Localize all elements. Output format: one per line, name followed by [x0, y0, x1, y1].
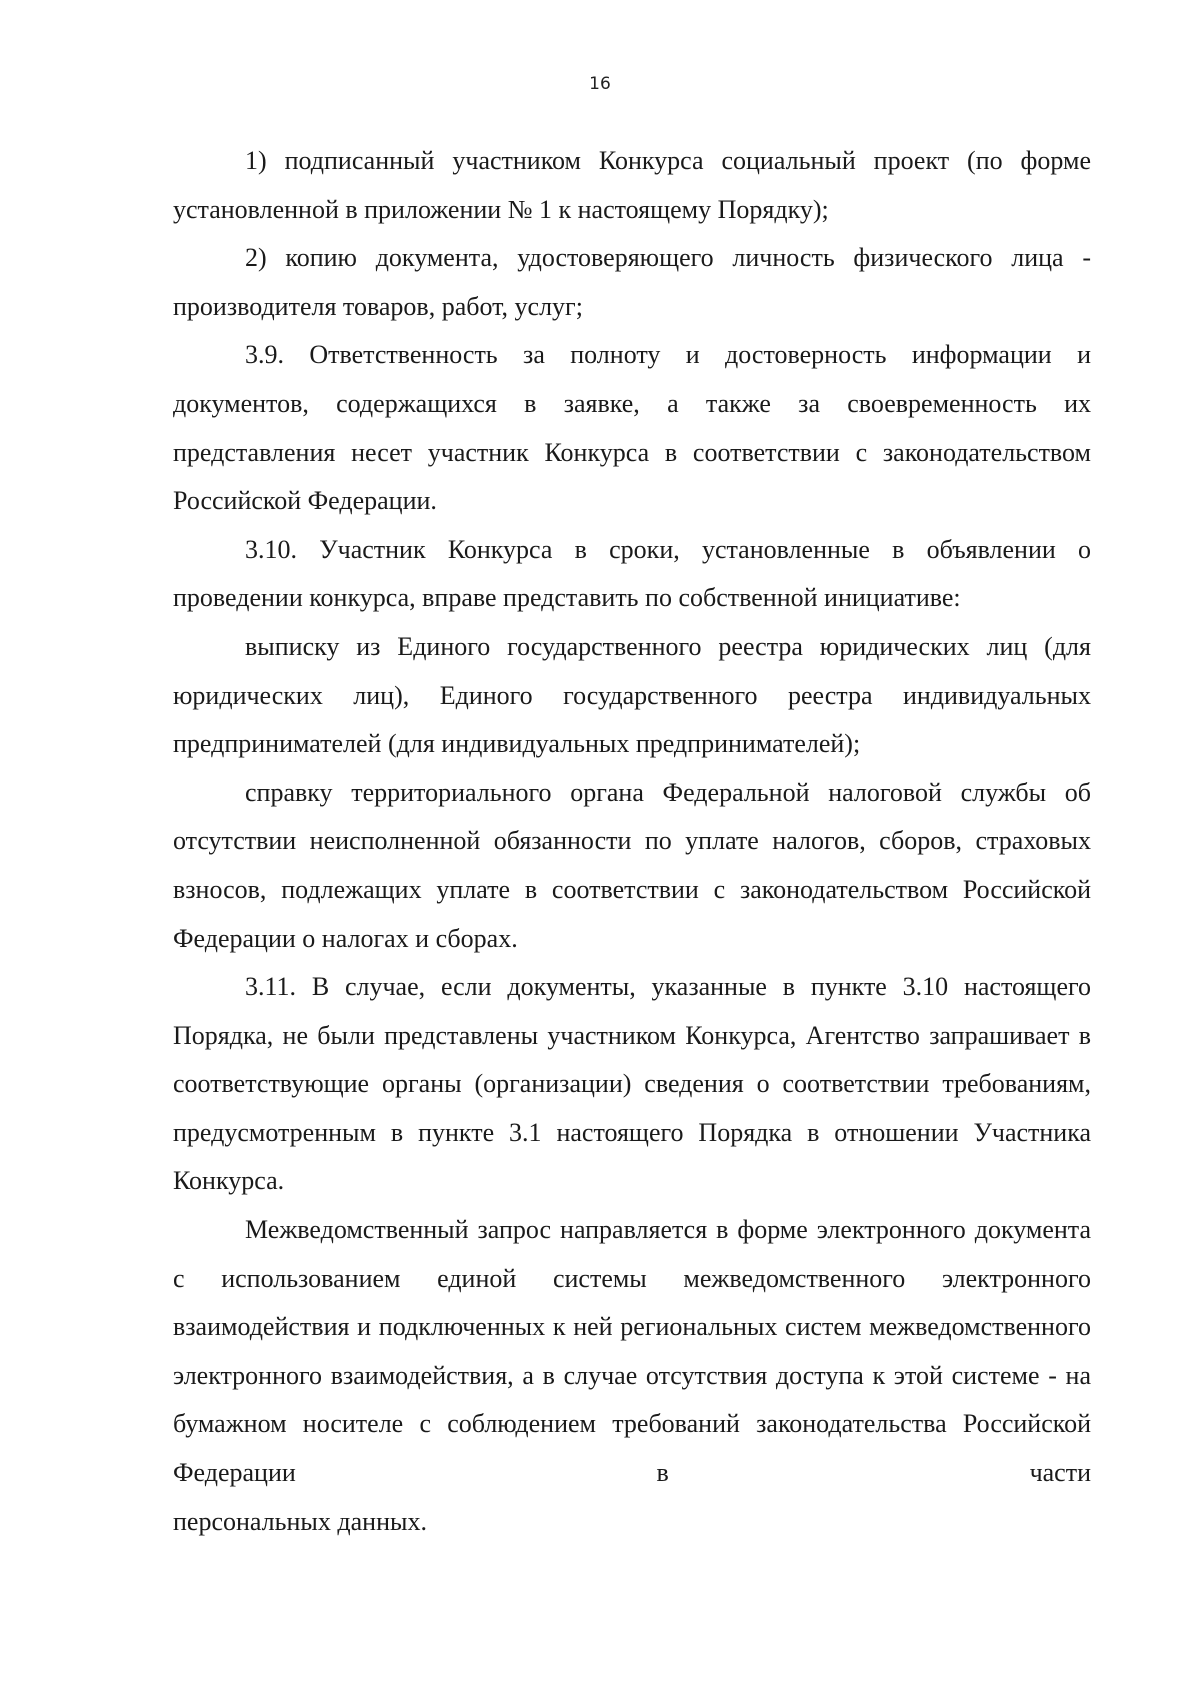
paragraph-item-1: 1) подписанный участником Конкурса социальный проект (по форме установленной в приложении № 1 к настоящему Порядку); — [173, 146, 1091, 224]
paragraph-3-9: 3.9. Ответственность за полноту и достоверность информации и документов, содержащихся в заявке, а также за своевременность их представления несет участник Конкурса в соответствии с законодательством Российской Федерации. — [173, 340, 1091, 516]
document-body — [173, 137, 1091, 1546]
paragraph-extract-egrul: выписку из Единого государственного реестра юридических лиц (для юридических лиц), Единого государственного реестра индивидуальных предпринимателей (для индивидуальных предпринимателей); — [173, 631, 1091, 759]
paragraph-personal-data: персональных данных. — [173, 1506, 427, 1536]
paragraph-3-10: 3.10. Участник Конкурса в сроки, установленные в объявлении о проведении конкурса, вправе представить по собственной инициативе: — [173, 534, 1091, 613]
paragraph-item-2: 2) копию документа, удостоверяющего личность физического лица - производителя товаров, работ, услуг; — [173, 243, 1091, 321]
paragraph-interagency-request: Межведомственный запрос направляется в форме электронного документа с использованием единой системы межведомственного электронного взаимодействия и подключенных к ней региональных систем межведомственного электронного взаимодействия, а в случае отсутствия доступа к этой системе - на бумажном носителе с соблюдением требований законодательства Российской Федерации в части — [173, 1215, 1091, 1488]
paragraph-3-11: 3.11. В случае, если документы, указанные в пункте 3.10 настоящего Порядка, не были представлены участником Конкурса, Агентство запрашивает в соответствующие органы (организации) сведения о соответствии требованиям, предусмотренным в пункте 3.1 настоящего Порядка в отношении Участника Конкурса. — [173, 972, 1091, 1196]
paragraph-tax-certificate: справку территориального органа Федеральной налоговой службы об отсутствии неисполненной обязанности по уплате налогов, сборов, страховых взносов, подлежащих уплате в соответствии с законодательством Российской Федерации о налогах и сборах. — [173, 777, 1091, 953]
page-number: 16 — [589, 74, 611, 94]
